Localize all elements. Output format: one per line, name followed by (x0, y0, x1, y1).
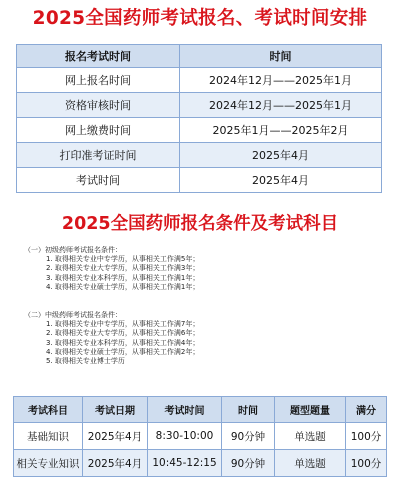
requirement-list (24, 320, 199, 366)
table-cell: 2024年12月——2025年1月 (180, 93, 382, 118)
table-cell: 单选题 (275, 423, 346, 450)
list-item: 2. 取得相关专业大专学历，从事相关工作满3年； (46, 264, 200, 273)
junior-requirements (24, 246, 199, 292)
table-cell: 考试时间 (17, 168, 180, 193)
table-cell: 基础知识 (14, 423, 83, 450)
table-row (17, 118, 382, 143)
table-cell: 2025年4月 (180, 143, 382, 168)
table-cell: 单选题 (275, 450, 346, 477)
list-item: 4. 取得相关专业硕士学历，从事相关工作满1年； (46, 282, 200, 291)
table-row (17, 68, 382, 93)
table-cell: 相关专业知识 (14, 450, 83, 477)
column-header: 满分 (346, 397, 387, 423)
list-item: 3. 取得相关专业本科学历，从事相关工作满1年； (46, 273, 200, 282)
table-cell: 100分 (346, 450, 387, 477)
table-row (17, 143, 382, 168)
table-cell: 10:45-12:15 (148, 450, 222, 477)
list-item: 2. 取得相关专业大专学历，从事相关工作满6年； (46, 329, 200, 338)
column-header: 考试时间 (148, 397, 222, 423)
section-heading: （二）中级药师考试报名条件： (24, 311, 122, 319)
table-cell: 2025年1月——2025年2月 (180, 118, 382, 143)
page-title: 2025全国药师考试报名、考试时间安排 (32, 8, 368, 29)
table-cell: 90分钟 (222, 423, 275, 450)
list-item: 1. 取得相关专业中专学历，从事相关工作满7年； (46, 320, 200, 329)
requirement-list (24, 255, 199, 292)
table-header-row (14, 397, 387, 423)
table-header-row (17, 45, 382, 68)
schedule-table (16, 44, 382, 193)
list-item: 3. 取得相关专业本科学历，从事相关工作满4年； (46, 338, 200, 347)
table-cell: 90分钟 (222, 450, 275, 477)
table-cell: 2025年4月 (83, 450, 148, 477)
table-cell: 2024年12月——2025年1月 (180, 68, 382, 93)
table-cell: 2025年4月 (83, 423, 148, 450)
table-cell: 网上缴费时间 (17, 118, 180, 143)
column-header: 考试日期 (83, 397, 148, 423)
column-header: 报名考试时间 (17, 45, 180, 68)
column-header: 时间 (180, 45, 382, 68)
table-row (17, 168, 382, 193)
table-cell: 网上报名时间 (17, 68, 180, 93)
table-row (17, 93, 382, 118)
column-header: 考试科目 (14, 397, 83, 423)
table-row (14, 450, 387, 477)
list-item: 1. 取得相关专业中专学历，从事相关工作满5年； (46, 255, 200, 264)
table-cell: 打印准考证时间 (17, 143, 180, 168)
section-heading: （一）初级药师考试报名条件： (24, 246, 122, 254)
column-header: 题型题量 (275, 397, 346, 423)
subjects-table (13, 396, 387, 477)
table-row (14, 423, 387, 450)
section-title: 2025全国药师报名条件及考试科目 (61, 214, 339, 234)
list-item: 4. 取得相关专业硕士学历，从事相关工作满2年； (46, 347, 200, 356)
intermediate-requirements (24, 311, 199, 366)
table-cell: 100分 (346, 423, 387, 450)
list-item: 5. 取得相关专业博士学历 (46, 357, 125, 366)
table-cell: 资格审核时间 (17, 93, 180, 118)
table-cell: 2025年4月 (180, 168, 382, 193)
table-cell: 8:30-10:00 (148, 423, 222, 450)
column-header: 时间 (222, 397, 275, 423)
